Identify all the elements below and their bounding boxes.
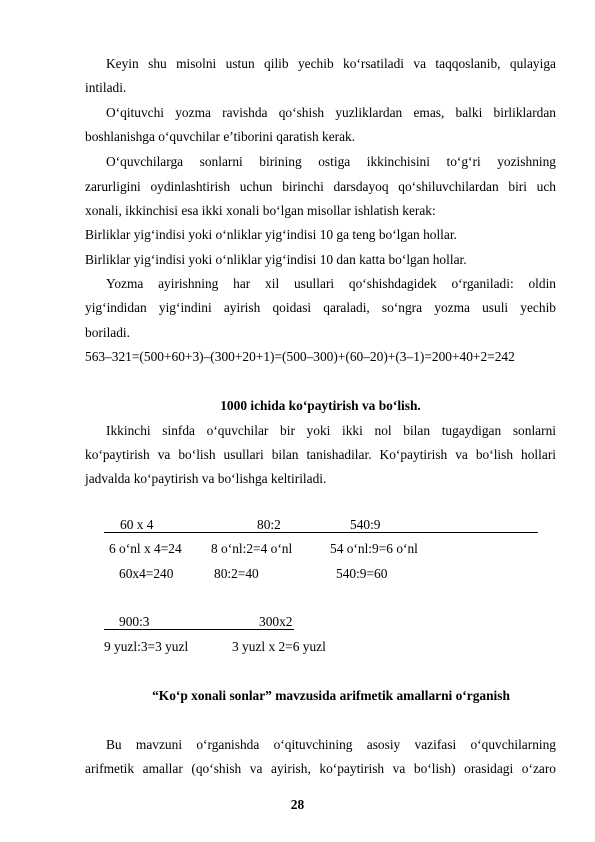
paragraph-line: Birliklar yig‘indisi yoki o‘nliklar yig‘indisi 10 ga teng bo‘lgan hollar. [85,227,457,242]
table-header-cell: 900:3 [119,614,150,629]
table-header-rule [104,532,538,533]
table-cell: 540:9=60 [336,566,388,581]
paragraph-line: O‘quvchilarga sonlarni birining ostiga ikkinchisini to‘g‘ri yozishning [106,154,556,169]
table-cell: 60x4=240 [119,566,174,581]
table-header-cell: 60 x 4 [120,517,154,532]
paragraph-line: Ikkinchi sinfda o‘quvchilar bir yoki ikki nol bilan tugaydigan sonlarni [106,423,556,438]
table-header-cell: 300x2 [259,614,293,629]
table-cell: 54 o‘nl:9=6 o‘nl [330,541,418,556]
equation-line: 563–321=(500+60+3)–(300+20+1)=(500–300)+(60–20)+(3–1)=200+40+2=242 [85,349,515,364]
table-cell: 8 o‘nl:2=4 o‘nl [211,541,293,556]
paragraph-line: boshlanishga o‘quvchilar e’tiborini qaratish kerak. [85,129,356,144]
table-cell: 9 yuzl:3=3 yuzl [104,639,189,654]
table-header-cell: 80:2 [257,517,281,532]
table-cell: 6 o‘nl x 4=24 [109,541,182,556]
paragraph-line: xonali, ikkinchisi esa ikki xonali bo‘lgan misollar ishlatish kerak: [85,203,436,218]
paragraph-line: Bu mavzuni o‘rganishda o‘qituvchining asosiy vazifasi o‘quvchilarning [106,737,556,752]
paragraph-line: boriladi. [85,325,130,340]
paragraph-line: yig‘indidan yig‘indini ayirish qoidasi qaraladi, so‘ngra yozma usuli yechib [85,300,556,315]
paragraph-line: zarurligini oydinlashtirish uchun birinchi darsdayoq qo‘shiluvchilardan biri uch [85,179,556,194]
paragraph-line: Birliklar yig‘indisi yoki o‘nliklar yig‘indisi 10 dan katta bo‘lgan hollar. [85,252,467,267]
paragraph-line: Yozma ayirishning har xil usullari qo‘shishdagidek o‘rganiladi: oldin [106,276,556,291]
paragraph-line: Keyin shu misolni ustun qilib yechib ko‘rsatiladi va taqqoslanib, qulayiga [106,56,556,71]
paragraph-line: arifmetik amallar (qo‘shish va ayirish, ko‘paytirish va bo‘lish) orasidagi o‘zaro [85,761,556,776]
section-heading: “Ko‘p xonali sonlar” mavzusida arifmetik amallarni o‘rganish [152,688,510,703]
paragraph-line: intiladi. [85,80,127,95]
table-header-cell: 540:9 [350,517,381,532]
section-heading: 1000 ichida ko‘paytirish va bo‘lish. [220,398,421,413]
paragraph-line: jadvalda ko‘paytirish va bo‘lishga keltiriladi. [85,471,327,486]
paragraph-line: ko‘paytirish va bo‘lish usullari bilan tanishadilar. Ko‘paytirish va bo‘lish hollari [85,447,556,462]
paragraph-line: O‘qituvchi yozma ravishda qo‘shish yuzliklardan emas, balki birliklardan [106,105,556,120]
table-cell: 3 yuzl x 2=6 yuzl [232,639,326,654]
table-cell: 80:2=40 [214,566,259,581]
page-number: 28 [290,797,305,812]
